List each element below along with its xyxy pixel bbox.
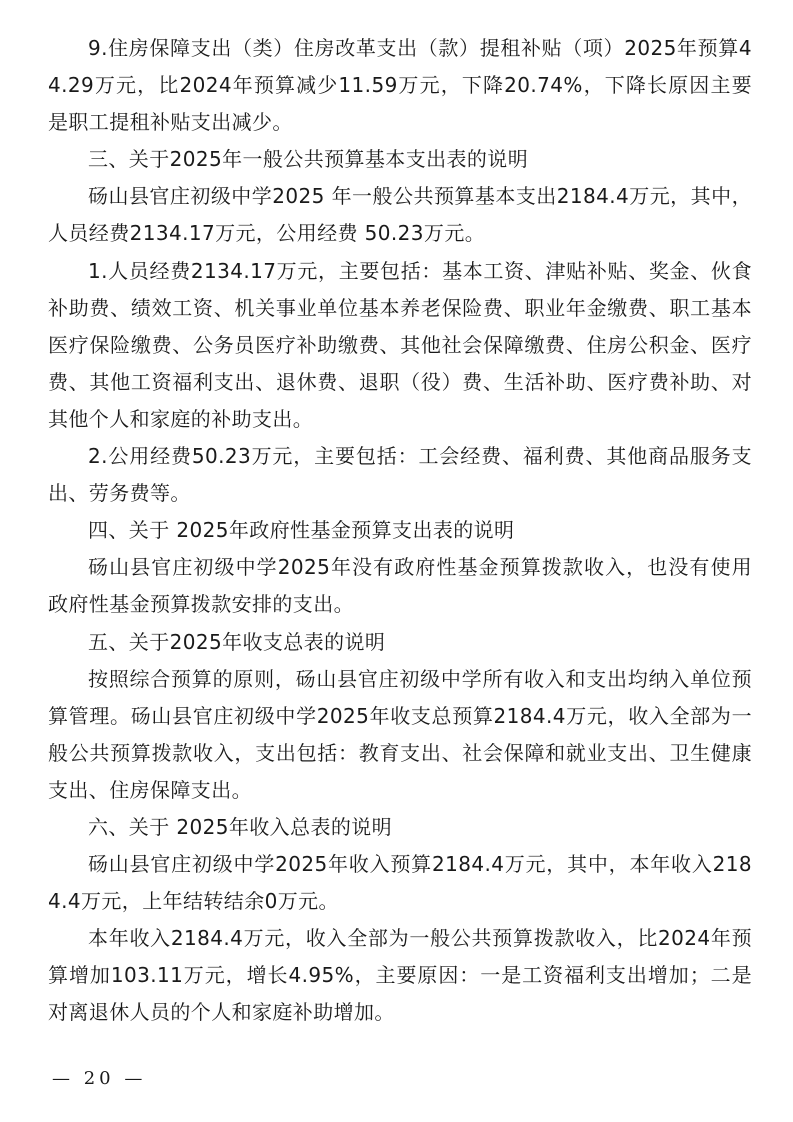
paragraph-basic-expenditure-summary: 砀山县官庄初级中学2025 年一般公共预算基本支出2184.4万元，其中，人员经费2134.17万元，公用经费 50.23万元。 <box>48 184 752 246</box>
section-heading-basic-expenditure: 三、关于2025年一般公共预算基本支出表的说明 <box>88 147 529 172</box>
paragraph-personnel-expenses: 1.人员经费2134.17万元，主要包括：基本工资、津贴补贴、奖金、伙食补助费、绩效工资、机关事业单位基本养老保险费、职业年金缴费、职工基本医疗保险缴费、公务员医疗补助缴费、其他社会保障缴费、住房公积金、医疗费、其他工资福利支出、退休费、退职（役）费、生活补助、医疗费补助、对其他个人和家庭的补助支出。 <box>48 258 752 431</box>
document-body <box>48 30 752 1032</box>
section-heading-income-total: 六、关于 2025年收入总表的说明 <box>88 814 393 839</box>
paragraph-income-budget: 砀山县官庄初级中学2025年收入预算2184.4万元，其中，本年收入2184.4万元，上年结转结余0万元。 <box>48 852 752 914</box>
paragraph-income-change: 本年收入2184.4万元，收入全部为一般公共预算拨款收入，比2024年预算增加103.11万元，增长4.95%，主要原因：一是工资福利支出增加；二是对离退休人员的个人和家庭补助增加。 <box>48 926 752 1025</box>
page-number: — 20 — <box>52 1068 147 1089</box>
paragraph-public-expenses: 2.公用经费50.23万元，主要包括：工会经费、福利费、其他商品服务支出、劳务费等。 <box>48 444 752 506</box>
section-heading-government-fund: 四、关于 2025年政府性基金预算支出表的说明 <box>88 518 515 543</box>
paragraph-housing-subsidy: 9.住房保障支出（类）住房改革支出（款）提租补贴（项）2025年预算44.29万元，比2024年预算减少11.59万元，下降20.74%，下降长原因主要是职工提租补贴支出减少。 <box>48 36 752 135</box>
section-heading-income-expenditure-total: 五、关于2025年收支总表的说明 <box>88 629 386 654</box>
paragraph-government-fund: 砀山县官庄初级中学2025年没有政府性基金预算拨款收入，也没有使用政府性基金预算拨款安排的支出。 <box>48 555 752 617</box>
paragraph-income-expenditure-total: 按照综合预算的原则，砀山县官庄初级中学所有收入和支出均纳入单位预算管理。砀山县官庄初级中学2025年收支总预算2184.4万元，收入全部为一般公共预算拨款收入，支出包括：教育支出、社会保障和就业支出、卫生健康支出、住房保障支出。 <box>48 666 752 802</box>
